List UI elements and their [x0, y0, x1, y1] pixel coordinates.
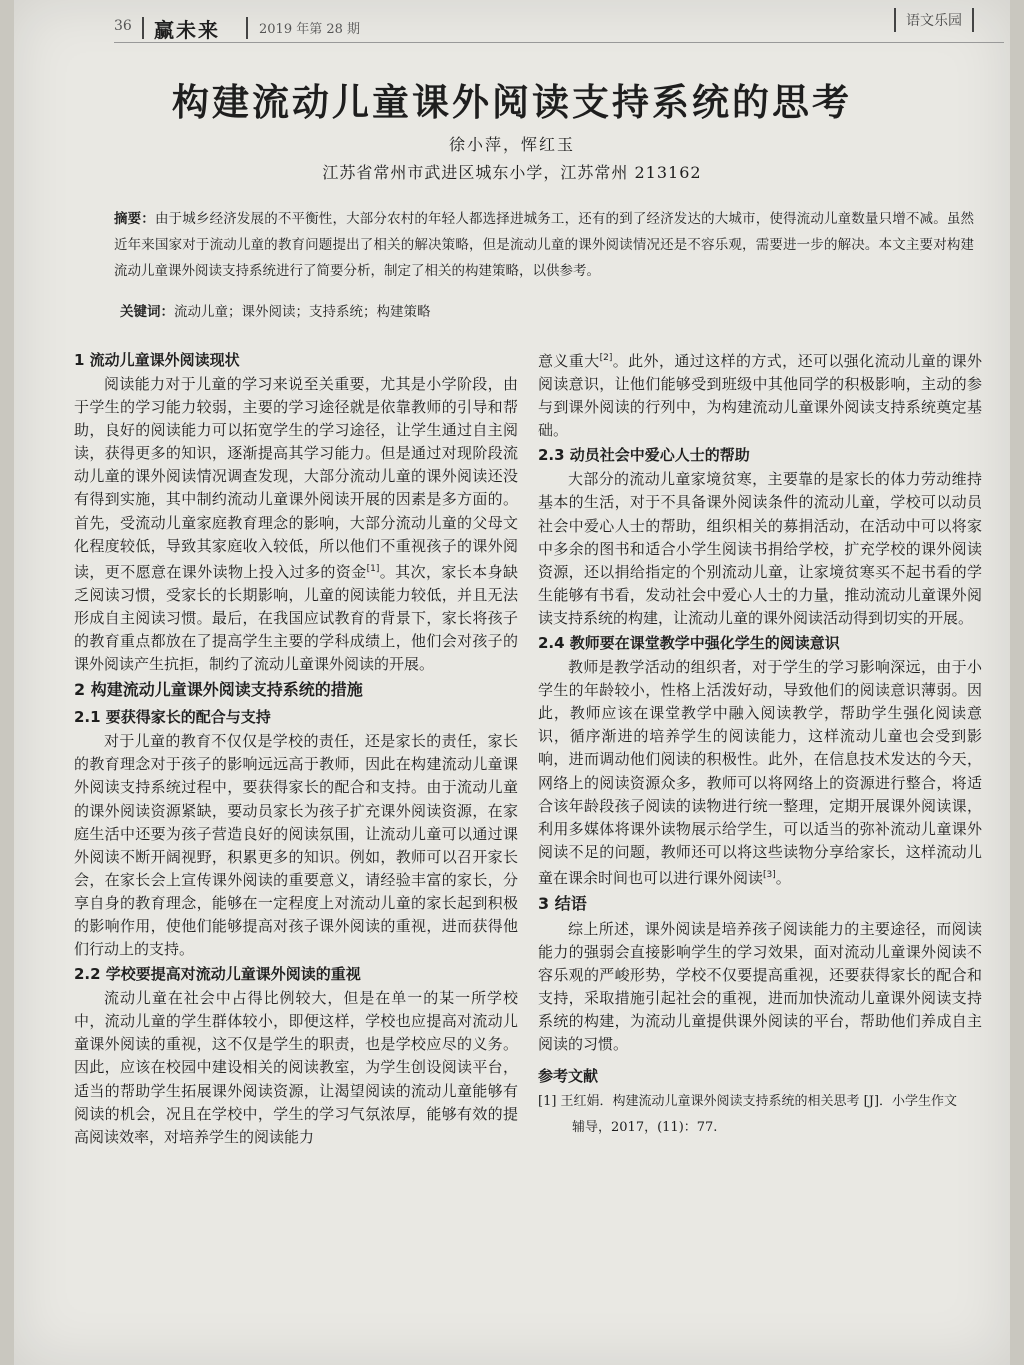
left-column	[74, 347, 518, 1149]
citation: [2]	[599, 353, 613, 363]
page-header	[114, 14, 974, 44]
paper-page	[14, 0, 1010, 1365]
subsection-heading: 2.1 要获得家长的配合与支持	[74, 708, 271, 727]
abstract	[114, 206, 974, 284]
body-paragraph: 意义重大[2]。此外，通过这样的方式，还可以强化流动儿童的课外阅读意识，让他们能够受到班级中其他同学的积极影响，主动的参与到课外阅读的行列中，为构建流动儿童课外阅读支持系统奠定基础。	[538, 352, 982, 440]
section-heading: 2 构建流动儿童课外阅读支持系统的措施	[74, 680, 363, 700]
references-heading: 参考文献	[538, 1066, 599, 1085]
subsection-heading: 2.2 学校要提高对流动儿童课外阅读的重视	[74, 965, 361, 984]
body-paragraph: 大部分的流动儿童家境贫寒，主要靠的是家长的体力劳动维持基本的生活，对于不具备课外阅读条件的流动儿童，学校可以动员社会中爱心人士的帮助，组织相关的募捐活动，在活动中可以将家中多余的图书和适合小学生阅读书捐给学校，扩充学校的课外阅读资源，还以捐给指定的个别流动儿童，让家境贫寒买不起书看的学生能够有书看，发动社会中爱心人士的力量，推动流动儿童课外阅读支持系统的构建，让流动儿童的课外阅读活动得到切实的开展。	[538, 470, 982, 627]
header-rule	[114, 42, 1004, 43]
keywords-text: 流动儿童；课外阅读；支持系统；构建策略	[174, 304, 431, 320]
article-title: 构建流动儿童课外阅读支持系统的思考	[172, 80, 852, 124]
article-authors: 徐小萍，恽红玉	[448, 135, 575, 154]
section-heading: 1 流动儿童课外阅读现状	[74, 351, 240, 369]
body-paragraph: 综上所述，课外阅读是培养孩子阅读能力的主要途径，而阅读能力的强弱会直接影响学生的学习效果，面对流动儿童课外阅读不容乐观的严峻形势，学校不仅要提高重视，还要获得家长的配合和支持，采取措施引起社会的重视，进而加快流动儿童课外阅读支持系统的构建，为流动儿童提供课外阅读的平台，帮助他们养成自主阅读的习惯。	[538, 919, 982, 1054]
abstract-label: 摘要：	[114, 211, 155, 227]
body-paragraph: 教师是教学活动的组织者，对于学生的学习影响深远，由于小学生的年龄较小，性格上活泼好动，导致他们的阅读意识薄弱。因此，教师应该在课堂教学中融入阅读教学，帮助学生强化阅读意识，循序渐进的培养学生的阅读能力，这样流动儿童也会受到影响，进而调动他们阅读的积极性。此外，在信息技术发达的今天，网络上的阅读资源众多，教师可以将网络上的资源进行整合，将适合该年龄段孩子阅读的读物进行统一整理，定期开展课外阅读课，利用多媒体将课外读物展示给学生，可以适当的弥补流动儿童课外阅读不足的问题，教师还可以将这些读物分享给家长，这样流动儿童在课余时间也可以进行课外阅读[3]。	[538, 658, 982, 887]
right-column	[538, 347, 982, 1141]
abstract-text: 由于城乡经济发展的不平衡性，大部分农村的年轻人都选择进城务工，还有的到了经济发达的大城市，使得流动儿童数量只增不减。虽然近年来国家对于流动儿童的教育问题提出了相关的解决策略，但是流动儿童的课外阅读情况还是不容乐观，需要进一步的解决。本文主要对构建流动儿童课外阅读支持系统进行了简要分析，制定了相关的构建策略，以供参考。	[114, 211, 975, 279]
reference-item: [1] 王红娟．构建流动儿童课外阅读支持系统的相关思考 [J]．小学生作文	[538, 1093, 958, 1109]
page-number: 36	[114, 18, 132, 34]
keywords-label: 关键词：	[120, 304, 174, 320]
column-label: 语文乐园	[894, 8, 974, 32]
body-paragraph: 阅读能力对于儿童的学习来说至关重要，尤其是小学阶段，由于学生的学习能力较弱，主要的学习途径就是依靠教师的引导和帮助，良好的阅读能力可以拓宽学生的学习途径，让学生通过自主阅读，获得更多的知识，逐渐提高其学习能力。但是通过对现阶段流动儿童的课外阅读情况调查发现，大部分流动儿童的课外阅读还没有得到实施，其中制约流动儿童课外阅读开展的因素是多方面的。首先，受流动儿童家庭教育理念的影响，大部分流动儿童的父母文化程度较低，导致其家庭收入较低，所以他们不重视孩子的课外阅读，更不愿意在课外读物上投入过多的资金[1]。其次，家长本身缺乏阅读习惯，受家长的长期影响，儿童的阅读能力较低，并且无法形成自主阅读习惯。最后，在我国应试教育的背景下，家长将孩子的教育重点都放在了提高学生主要的学科成绩上，他们会对孩子的课外阅读产生抗拒，制约了流动儿童课外阅读的开展。	[74, 375, 518, 674]
issue-label: 2019 年第 28 期	[259, 22, 361, 37]
journal-name: 赢未来	[154, 18, 220, 42]
body-paragraph: 对于儿童的教育不仅仅是学校的责任，还是家长的责任，家长的教育理念对于孩子的影响远远高于教师，因此在构建流动儿童课外阅读支持系统过程中，要获得家长的配合和支持。由于流动儿童的课外阅读资源紧缺，要动员家长为孩子扩充课外阅读资源，在家庭生活中还要为孩子营造良好的阅读氛围，让流动儿童可以通过课外阅读不断开阔视野，积累更多的知识。例如，教师可以召开家长会，在家长会上宣传课外阅读的重要意义，请经验丰富的家长，分享自身的教育理念，能够在一定程度上对流动儿童的家长起到积极的影响作用，使他们能够提高对孩子课外阅读的重视，进而获得他们行动上的支持。	[74, 732, 518, 959]
subsection-heading: 2.3 动员社会中爱心人士的帮助	[538, 446, 750, 465]
body-paragraph: 流动儿童在社会中占得比例较大，但是在单一的某一所学校中，流动儿童的学生群体较小，即便这样，学校也应提高对流动儿童课外阅读的重视，这不仅是学生的职责，也是学校应尽的义务。因此，应该在校园中建设相关的阅读教室，为学生创设阅读平台，适当的帮助学生拓展课外阅读资源，让渴望阅读的流动儿童能够有阅读的机会，况且在学校中，学生的学习气氛浓厚，能够有效的提高阅读效率，对培养学生的阅读能力	[74, 989, 518, 1146]
section-heading: 3 结语	[538, 893, 587, 913]
reference-item-continued: 辅导，2017，(11)：77.	[572, 1119, 718, 1135]
header-divider	[142, 17, 144, 39]
article-affiliation: 江苏省常州市武进区城东小学，江苏常州 213162	[322, 163, 702, 182]
keywords	[120, 300, 920, 320]
header-divider	[246, 17, 248, 39]
citation: [1]	[366, 563, 380, 574]
subsection-heading: 2.4 教师要在课堂教学中强化学生的阅读意识	[538, 634, 840, 653]
citation: [3]	[763, 869, 776, 880]
